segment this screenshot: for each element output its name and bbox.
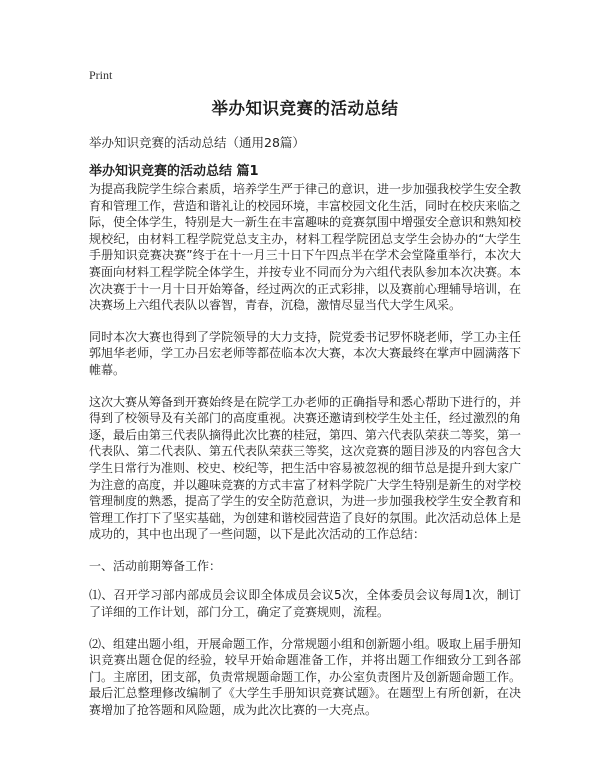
paragraph-overview: 这次大赛从筹备到开赛始终是在院学工办老师的正确指导和悉心帮助下进行的，并得到了校领导及有关部门的高度重视。决赛还邀请到校学生处主任，经过激烈的角逐，最后由第三代表队摘得此次比赛的桂冠，第四、第六代表队荣获二等奖，第一代表队、第二代表队、第五代表队荣获三等奖，这次竞赛的题目涉及的内容包含大学生日常行为准则、校史、校纪等，把生活中容易被忽视的细节总是提升到大家广为注意的高度，并以趣味竞赛的方式丰富了材料学院广大学生特别是新生的对学校管理制度的熟悉，提高了学生的安全防范意识，为进一步加强我校学生安全教育和管理工作打下了坚实基础，为创建和谐校园营造了良好的氛围。此次活动总体上是成功的，其中也出现了一些问题，以下是此次活动的工作总结：: [89, 394, 522, 542]
document-subtitle: 举办知识竞赛的活动总结（通用28篇）: [89, 135, 305, 150]
paragraph-heading-prep: 一、活动前期筹备工作：: [89, 558, 222, 573]
section-heading: 举办知识竞赛的活动总结 篇1: [89, 164, 259, 179]
paragraph-support: 同时本次大赛也得到了学院领导的大力支持，院党委书记罗怀晓老师，学工办主任郭旭华老师，学工办吕宏老师等都莅临本次大赛，本次大赛最终在掌声中圆满落下帷幕。: [89, 329, 522, 377]
page-title: 举办知识竞赛的活动总结: [211, 99, 399, 118]
paragraph-item-1: ⑴、召开学习部内部成员会议即全体成员会议5次，全体委员会议每周1次，制订了详细的工作计划，部门分工，确定了竞赛规则，流程。: [89, 588, 521, 620]
paragraph-intro: 为提高我院学生综合素质，培养学生严于律己的意识，进一步加强我校学生安全教育和管理工作，营造和谐礼让的校园环境，丰富校园文化生活，同时在校庆来临之际，使全体学生，特别是大一新生在丰富趣味的竞赛氛围中增强安全意识和熟知校规校纪，由材料工程学院党总支主办，材料工程学院团总支学生会协办的“大学生手册知识竞赛决赛”终于在十一月三十日下午四点半在学术会堂隆重举行，本次大赛面向材料工程学院全体学生，并按专业不同而分为六组代表队参加本次决赛。本次决赛于十一月十日开始筹备，经过两次的正式彩排，以及赛前心理辅导培训，在决赛场上六组代表队以睿智，青春，沉稳，激情尽显当代大学生风采。: [89, 182, 522, 313]
print-link[interactable]: Print: [89, 68, 113, 82]
article-body: [89, 181, 521, 734]
paragraph-item-2: ⑵、组建出题小组，开展命题工作，分常规题小组和创新题小组。吸取上届手册知识竞赛出题仓促的经验，较早开始命题准备工作，并将出题工作细致分工到各部门。主席团，团支部，负责常规题命题工作，办公室负责图片及创新题命题工作。最后汇总整理修改编制了《大学生手册知识竞赛试题》。在题型上有所创新，在决赛增加了抢答题和风险题，成为此次比赛的一大亮点。: [89, 636, 522, 718]
